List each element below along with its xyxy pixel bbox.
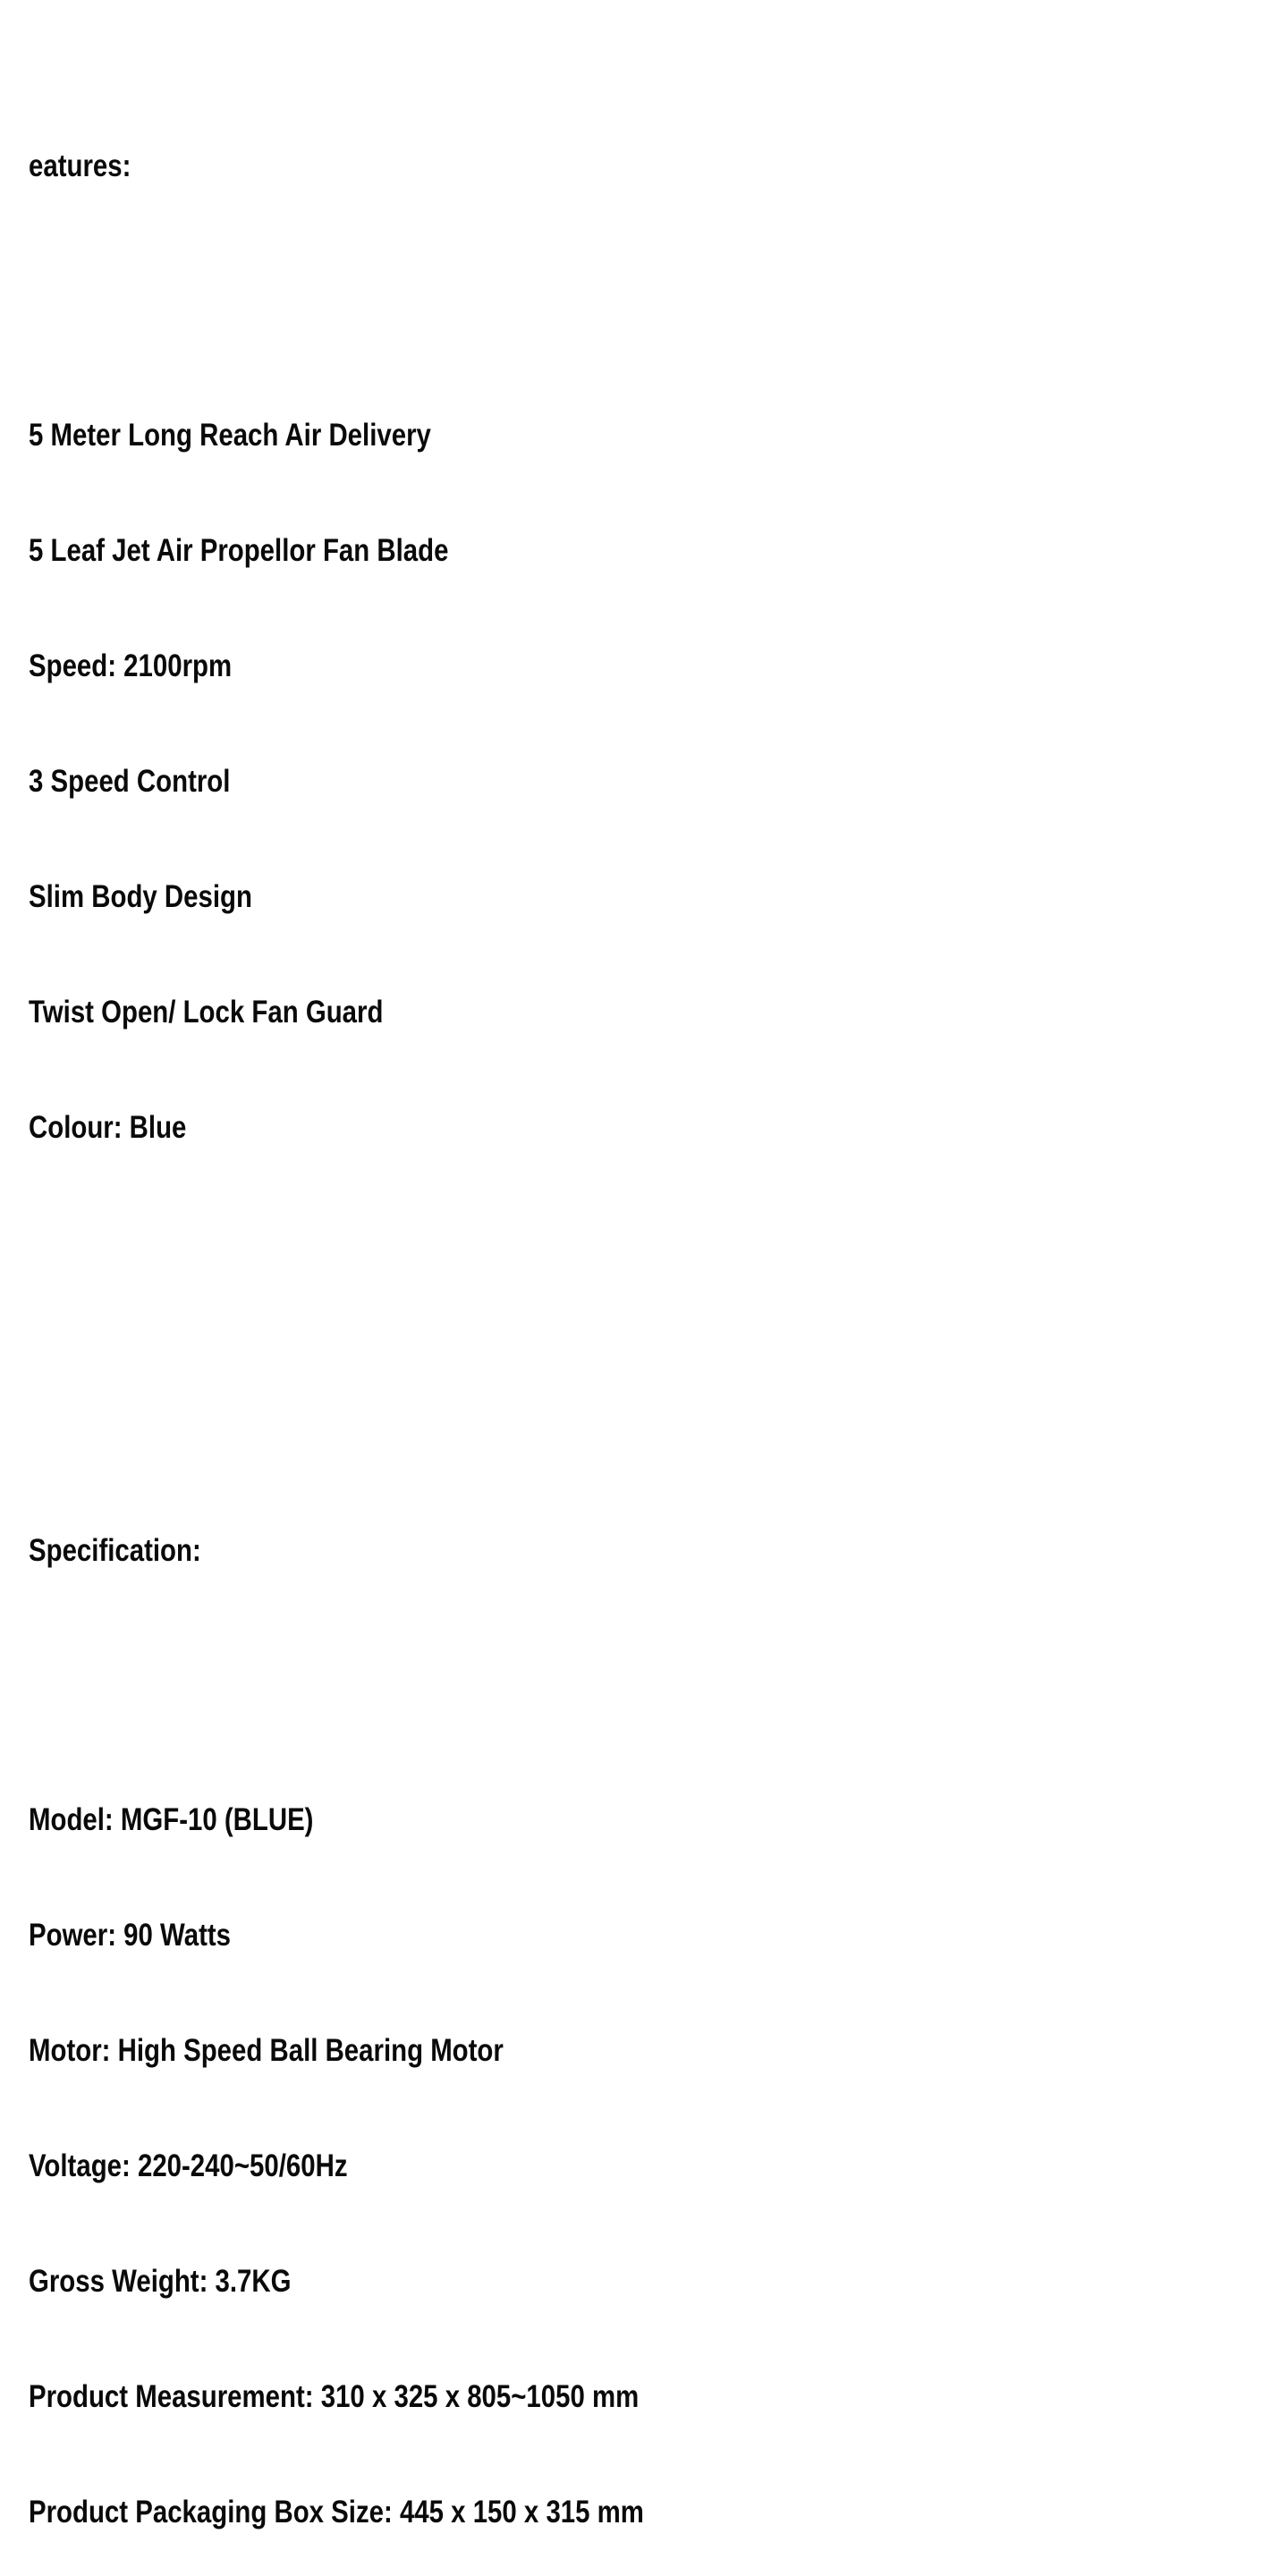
feature-item: Slim Body Design [29,879,252,914]
specification-heading: Specification: [29,1533,201,1568]
feature-item: Speed: 2100rpm [29,648,233,683]
feature-item: 5 Leaf Jet Air Propellor Fan Blade [29,533,449,568]
specification-item: Product Measurement: 310 x 325 x 805~1050 mm [29,2379,640,2414]
feature-item: Colour: Blue [29,1110,187,1145]
blank-line [29,262,930,301]
blank-line [29,1262,930,1301]
specification-item: Gross Weight: 3.7KG [29,2264,292,2299]
feature-item: Twist Open/ Lock Fan Guard [29,995,384,1030]
feature-item: 3 Speed Control [29,764,231,799]
feature-item: 5 Meter Long Reach Air Delivery [29,418,431,453]
features-heading: eatures: [29,148,131,183]
specification-item: Product Packaging Box Size: 445 x 150 x 315 mm [29,2495,644,2529]
product-description-text [29,31,930,2576]
specification-item: Power: 90 Watts [29,1918,231,1953]
specification-item: Model: MGF-10 (BLUE) [29,1802,314,1837]
blank-line [29,1377,930,1416]
specification-item: Motor: High Speed Ball Bearing Motor [29,2033,504,2068]
blank-line [29,1647,930,1685]
specification-item: Voltage: 220-240~50/60Hz [29,2148,348,2183]
